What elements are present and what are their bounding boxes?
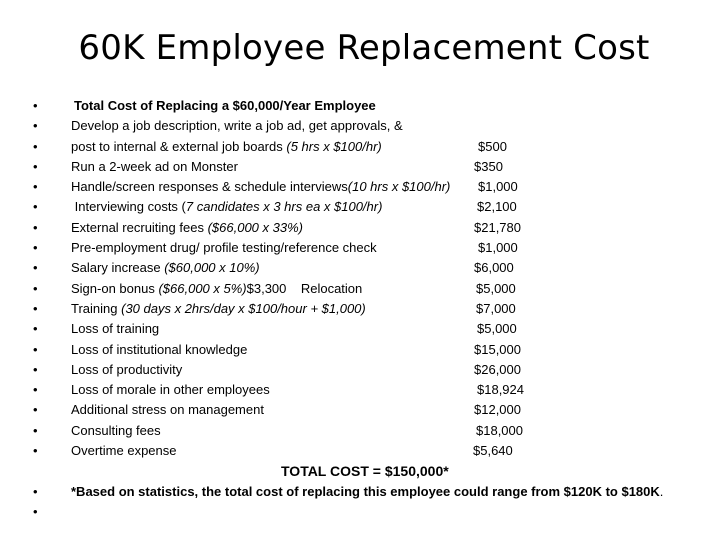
item-label: Develop a job description, write a job ad, get approvals, & bbox=[71, 118, 403, 134]
bullet-icon: • bbox=[33, 138, 38, 154]
slide-title: 60K Employee Replacement Cost bbox=[78, 28, 650, 68]
item-label: Additional stress on management bbox=[71, 402, 264, 418]
item-label: Loss of institutional knowledge bbox=[71, 341, 248, 357]
item-label: External recruiting fees ($66,000 x 33%) bbox=[71, 219, 303, 235]
item-label: Overtime expense bbox=[71, 443, 177, 459]
list-item bbox=[0, 238, 728, 258]
bullet-icon: • bbox=[33, 422, 38, 438]
bullet-icon: • bbox=[33, 402, 38, 418]
bullet-icon: • bbox=[33, 118, 38, 134]
item-amount: $350 bbox=[474, 158, 503, 174]
list-item bbox=[0, 197, 728, 217]
list-item bbox=[0, 340, 728, 360]
bullet-icon: • bbox=[33, 361, 38, 377]
footnote-text: *Based on statistics, the total cost of replacing this employee could range from $120K to $180K. bbox=[71, 483, 664, 499]
list-item bbox=[0, 116, 728, 136]
bullet-icon: • bbox=[33, 382, 38, 398]
item-label: Loss of training bbox=[71, 321, 160, 337]
item-amount: $1,000 bbox=[478, 179, 518, 195]
item-label: Salary increase ($60,000 x 10%) bbox=[71, 260, 260, 276]
list-item bbox=[0, 380, 728, 400]
item-amount: $15,000 bbox=[474, 341, 521, 357]
list-item bbox=[0, 258, 728, 278]
item-amount: $500 bbox=[478, 138, 507, 154]
bullet-icon: • bbox=[33, 219, 38, 235]
item-label: post to internal & external job boards (5 hrs x $100/hr) bbox=[71, 138, 382, 154]
list-item bbox=[0, 319, 728, 339]
total-cost-text: TOTAL COST = $150,000* bbox=[281, 463, 449, 480]
item-amount: $2,100 bbox=[477, 199, 517, 215]
item-label: Interviewing costs (7 candidates x 3 hrs ea x $100/hr) bbox=[71, 199, 383, 215]
list-item-empty bbox=[0, 502, 728, 522]
list-item-footnote bbox=[0, 482, 728, 502]
item-amount: $21,780 bbox=[474, 219, 521, 235]
item-label: Run a 2-week ad on Monster bbox=[71, 158, 238, 174]
total-cost bbox=[0, 461, 728, 481]
item-amount: $18,924 bbox=[477, 382, 524, 398]
bullet-icon: • bbox=[33, 179, 38, 195]
bullet-icon: • bbox=[33, 260, 38, 276]
list-item bbox=[0, 421, 728, 441]
item-amount: $1,000 bbox=[478, 240, 518, 256]
item-label: Handle/screen responses & schedule interviews(10 hrs x $100/hr) bbox=[71, 179, 451, 195]
bullet-icon: • bbox=[33, 98, 38, 113]
item-label: Pre-employment drug/ profile testing/reference check bbox=[71, 240, 377, 256]
item-label: Loss of morale in other employees bbox=[71, 382, 270, 398]
item-label: Loss of productivity bbox=[71, 361, 183, 377]
bullet-list bbox=[0, 96, 728, 522]
bullet-icon: • bbox=[33, 483, 38, 499]
item-label: Sign-on bonus ($66,000 x 5%)$3,300 Relocation bbox=[71, 280, 363, 296]
list-item bbox=[0, 218, 728, 238]
item-amount: $7,000 bbox=[476, 300, 516, 316]
item-label: Training (30 days x 2hrs/day x $100/hour + $1,000) bbox=[71, 300, 366, 316]
list-item bbox=[0, 279, 728, 299]
heading-text: Total Cost of Replacing a $60,000/Year Employee bbox=[74, 98, 376, 113]
list-item bbox=[0, 137, 728, 157]
item-amount: $6,000 bbox=[474, 260, 514, 276]
item-label: Consulting fees bbox=[71, 422, 161, 438]
bullet-icon: • bbox=[33, 158, 38, 174]
list-item bbox=[0, 177, 728, 197]
bullet-icon: • bbox=[33, 300, 38, 316]
item-amount: $26,000 bbox=[474, 361, 521, 377]
item-amount: $12,000 bbox=[474, 402, 521, 418]
bullet-icon: • bbox=[33, 341, 38, 357]
item-amount: $5,000 bbox=[477, 321, 517, 337]
item-amount: $5,000 bbox=[476, 280, 516, 296]
list-item bbox=[0, 299, 728, 319]
bullet-icon: • bbox=[33, 199, 38, 215]
list-item bbox=[0, 441, 728, 461]
list-item-heading bbox=[0, 96, 728, 116]
list-item bbox=[0, 400, 728, 420]
item-amount: $18,000 bbox=[476, 422, 523, 438]
item-amount: $5,640 bbox=[473, 443, 513, 459]
list-item bbox=[0, 157, 728, 177]
bullet-icon: • bbox=[33, 321, 38, 337]
bullet-icon: • bbox=[33, 503, 38, 519]
bullet-icon: • bbox=[33, 443, 38, 459]
list-item bbox=[0, 360, 728, 380]
bullet-icon: • bbox=[33, 280, 38, 296]
bullet-icon: • bbox=[33, 240, 38, 256]
